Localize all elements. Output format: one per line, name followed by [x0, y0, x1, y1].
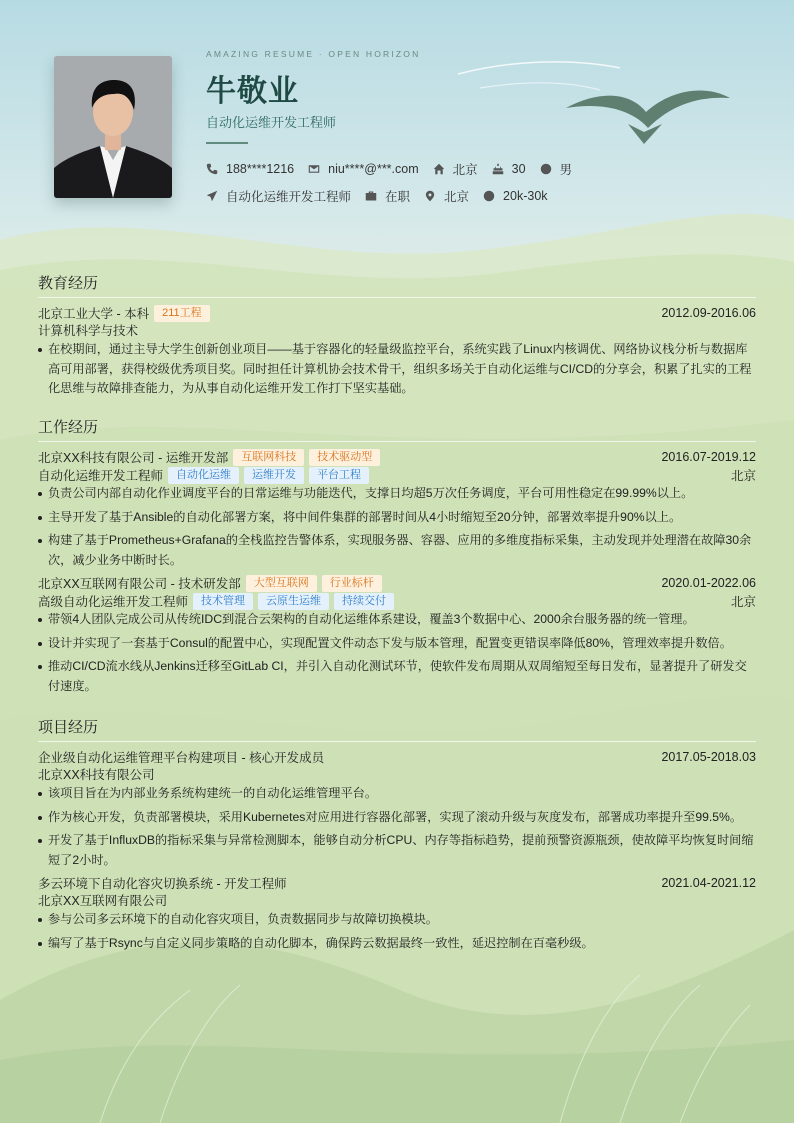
phone-item: [206, 162, 294, 176]
project-entry: [38, 874, 756, 953]
position-name: 自动化运维开发工程师: [38, 469, 164, 483]
intent-position-text: 自动化运维开发工程师: [226, 190, 352, 204]
list-item: 带领4人团队完成公司从传统IDC到混合云架构的自动化运维体系建设，覆盖3个数据中心、2000余台服务器的统一管理。: [38, 610, 756, 630]
education-date: 2012.09-2016.06: [661, 306, 756, 320]
school-name: 北京工业大学 - 本科: [38, 307, 150, 321]
job-entry: [38, 448, 756, 570]
company-tag: 行业标杆: [322, 575, 382, 592]
company-name: 北京XX科技有限公司 - 运维开发部: [38, 451, 229, 465]
job-entry: [38, 574, 756, 696]
list-item: 该项目旨在为内部业务系统构建统一的自动化运维管理平台。: [38, 784, 756, 804]
project-entry: [38, 748, 756, 870]
project-date: 2017.05-2018.03: [661, 750, 756, 764]
company-tag: 技术驱动型: [309, 449, 380, 466]
job-date: 2016.07-2019.12: [661, 450, 756, 464]
intent-row: [206, 187, 562, 205]
job-city: 北京: [730, 469, 756, 483]
email-text: niu****@***.com: [328, 162, 419, 176]
projects-section: [38, 716, 756, 957]
contact-row: [206, 160, 586, 178]
gender-item: [540, 160, 573, 178]
job-bullets: [38, 610, 756, 696]
status-item: [365, 187, 410, 205]
cake-icon: [492, 163, 504, 175]
project-bullets: [38, 784, 756, 870]
education-title: 教育经历: [38, 272, 756, 298]
job-date: 2020.01-2022.06: [661, 576, 756, 590]
briefcase-icon: [365, 190, 377, 202]
position-tag: 技术管理: [193, 593, 253, 610]
project-name: 企业级自动化运维管理平台构建项目 - 核心开发成员: [38, 751, 325, 765]
job-sub: [38, 592, 756, 610]
list-item: 参与公司多云环境下的自动化容灾项目，负责数据同步与故障切换模块。: [38, 910, 756, 930]
job-city: 北京: [730, 595, 756, 609]
education-section: [38, 272, 756, 403]
project-org: 北京XX互联网有限公司: [38, 894, 168, 908]
intent-city-text: 北京: [444, 190, 470, 204]
position-name: 高级自动化运维开发工程师: [38, 595, 189, 609]
education-bullets: [38, 340, 756, 399]
list-item: 主导开发了基于Ansible的自动化部署方案，将中间件集群的部署时间从4小时缩短至20分钟，部署效率提升90%以上。: [38, 508, 756, 528]
location-icon: [424, 190, 436, 202]
job-head: [38, 574, 756, 592]
list-item: 构建了基于Prometheus+Grafana的全栈监控告警体系，实现服务器、容器、应用的多维度指标采集，主动发现并处理潜在故障30余次，减少业务中断时长。: [38, 531, 756, 570]
list-item: 负责公司内部自动化作业调度平台的日常运维与功能迭代，支撑日均超5万次任务调度，平台可用性稳定在99.99%以上。: [38, 484, 756, 504]
intent-position-item: [206, 187, 351, 205]
job-title: 自动化运维开发工程师: [206, 115, 337, 130]
gender-text: 男: [559, 163, 573, 177]
send-icon: [206, 190, 218, 202]
project-org: 北京XX科技有限公司: [38, 768, 155, 782]
candidate-name: 牛敬业: [206, 75, 299, 108]
salary-text: 20k-30k: [503, 189, 548, 203]
salary-item: [483, 189, 547, 203]
work-section: [38, 416, 756, 700]
company-name: 北京XX互联网有限公司 - 技术研发部: [38, 577, 241, 591]
job-sub: [38, 466, 756, 484]
position-tag: 持续交付: [334, 593, 394, 610]
position-tag: 平台工程: [309, 467, 369, 484]
project-bullets: [38, 910, 756, 953]
gender-icon: [540, 163, 552, 175]
status-text: 在职: [385, 190, 411, 204]
list-item: 设计并实现了一套基于Consul的配置中心，实现配置文件动态下发与版本管理，配置变更错误率降低80%，管理效率提升数倍。: [38, 634, 756, 654]
project-head: [38, 748, 756, 766]
company-tag: 互联网科技: [233, 449, 304, 466]
list-item: 开发了基于InfluxDB的指标采集与异常检测脚本，能够自动分析CPU、内存等指标趋势，提前预警资源瓶颈，使故障平均恢复时间缩短了2小时。: [38, 831, 756, 870]
title-divider: [206, 142, 248, 144]
education-head: [38, 304, 756, 322]
work-title: 工作经历: [38, 416, 756, 442]
project-date: 2021.04-2021.12: [661, 876, 756, 890]
list-item: 编写了基于Rsync与自定义同步策略的自动化脚本，确保跨云数据最终一致性，延迟控制在百毫秒级。: [38, 934, 756, 954]
email-item: [308, 162, 419, 176]
home-icon: [433, 163, 445, 175]
salary-icon: [483, 190, 495, 202]
list-item: 作为核心开发，负责部署模块，采用Kubernetes对应用进行容器化部署，实现了滚动升级与灰度发布，部署成功率提升至99.5%。: [38, 808, 756, 828]
profile-photo: [54, 56, 172, 198]
mail-icon: [308, 163, 320, 175]
project-head: [38, 874, 756, 892]
list-item: 在校期间，通过主导大学生创新创业项目——基于容器化的轻量级监控平台，系统实践了Linux内核调优、网络协议栈分析与数据库高可用部署，获得校级优秀项目奖。同时担任计算机协会技术骨干，组织多场关于自动化运维与CI/CD的分享会，积累了扎实的工程化思维与故障排查能力，为从事自动化运维开发工作打下坚实基础。: [38, 340, 756, 399]
job-head: [38, 448, 756, 466]
age-item: [492, 162, 526, 176]
phone-icon: [206, 163, 218, 175]
major: 计算机科学与技术: [38, 324, 139, 338]
position-tag: 云原生运维: [258, 593, 329, 610]
company-tag: 大型互联网: [246, 575, 317, 592]
list-item: 推动CI/CD流水线从Jenkins迁移至GitLab CI，并引入自动化测试环节，使软件发布周期从双周缩短至每日发布，显著提升了研发交付速度。: [38, 657, 756, 696]
project-name: 多云环境下自动化容灾切换系统 - 开发工程师: [38, 877, 287, 891]
projects-title: 项目经历: [38, 716, 756, 742]
age-text: 30: [511, 162, 526, 176]
intent-city-item: [424, 187, 469, 205]
job-bullets: [38, 484, 756, 570]
phone-text: 188****1216: [226, 162, 295, 176]
school-tag: 211工程: [154, 305, 210, 322]
position-tag: 运维开发: [244, 467, 304, 484]
home-item: [433, 160, 478, 178]
position-tag: 自动化运维: [168, 467, 239, 484]
home-text: 北京: [452, 163, 478, 177]
tagline: AMAZING RESUME · OPEN HORIZON: [206, 49, 421, 59]
